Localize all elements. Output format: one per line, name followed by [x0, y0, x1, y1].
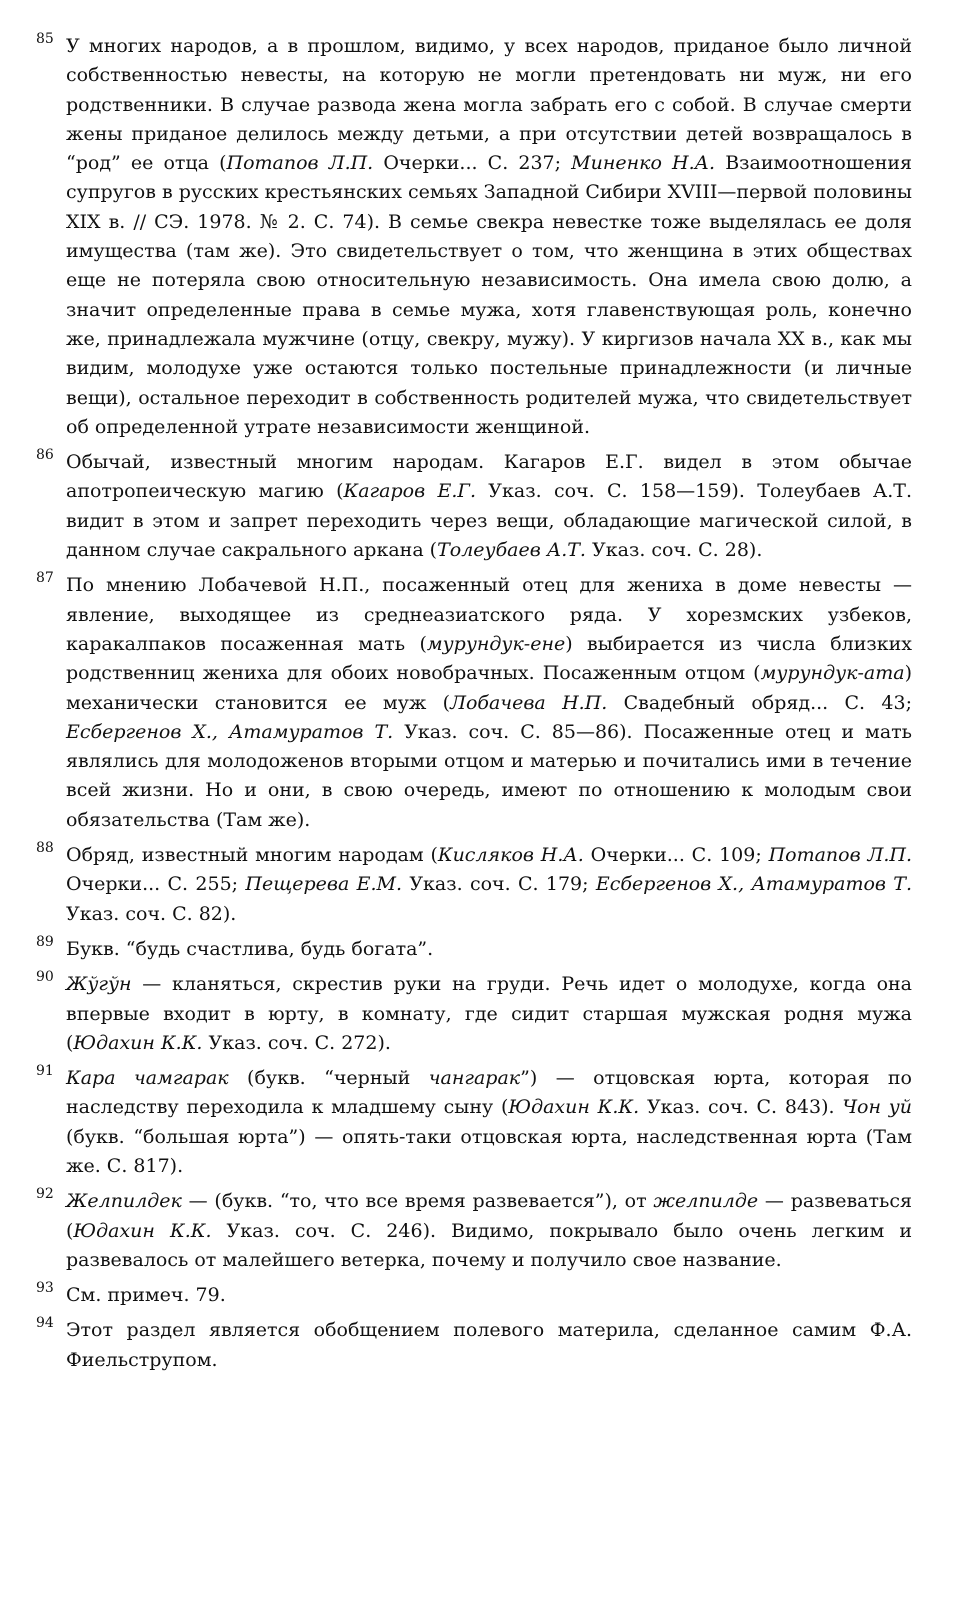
footnote-segment: У многих народов, а в прошлом, видимо, у всех народов, приданое было личной собственностью невесты, на которую не могли претендовать ни муж, ни его родственники. В случае развода жена могла забрать его с собой. В случае смерти жены приданое делилось между детьми, а при отсутствии детей возвращалось в “род” ее отца (: [66, 35, 912, 175]
footnote-segment: Указ. соч. С. 82).: [66, 902, 237, 925]
footnote-italic-segment: Потапов Л.П.: [768, 844, 912, 867]
footnote-segment: Очерки... С. 255;: [66, 873, 246, 896]
footnote-italic-segment: Миненко Н.А.: [571, 152, 716, 175]
footnote-segment: Указ. соч. С. 85—86). Посаженные отец и мать являлись для молодоженов вторыми отцом и матерью и почитались ими в течение всей жизни. Но и они, в свою очередь, имеют по отношению к молодым свои обязательства (Там же).: [66, 720, 912, 831]
footnote-segment: См. примеч. 79.: [66, 1284, 226, 1307]
footnote-segment: Очерки... С. 237;: [373, 152, 572, 175]
footnote-number: 92: [36, 1186, 54, 1203]
footnote: [32, 935, 912, 964]
footnote-text: [66, 1067, 912, 1177]
footnote: [32, 970, 912, 1058]
footnote-italic-segment: Лобачева Н.П.: [450, 691, 608, 714]
footnote-segment: (букв. “черный: [228, 1067, 429, 1090]
footnote-italic-segment: Юдахин К.К.: [73, 1219, 212, 1242]
footnote-italic-segment: желпилде: [653, 1190, 759, 1213]
footnote-italic-segment: чангарак: [428, 1067, 521, 1090]
footnote-segment: Указ. соч. С. 179;: [402, 873, 596, 896]
footnote-text: [66, 973, 912, 1054]
footnote-segment: Обряд, известный многим народам (: [66, 844, 438, 867]
footnote-segment: — развеваться (: [66, 1190, 912, 1242]
footnote-number: 89: [36, 933, 54, 950]
footnote-text: [66, 844, 912, 925]
footnote: [32, 32, 912, 442]
footnote-italic-segment: Есбергенов Х., Атамуратов Т.: [66, 720, 394, 743]
footnote-text: [66, 35, 912, 438]
footnote: [32, 1187, 912, 1275]
footnote: [32, 1281, 912, 1310]
footnote: [32, 1064, 912, 1181]
footnote-number: 85: [36, 31, 54, 47]
footnote-segment: Букв. “будь счастлива, будь богата”.: [66, 937, 434, 960]
footnote-segment: Обычай, известный многим народам. Кагаров Е.Г. видел в этом обычае апотропеическую магию (: [66, 451, 912, 503]
footnote-italic-segment: Кисляков Н.А.: [437, 844, 584, 867]
footnote-italic-segment: Пещерева Е.М.: [245, 873, 402, 896]
footnote-text: [66, 451, 912, 561]
footnote-number: 91: [36, 1063, 54, 1080]
footnote-text: [66, 1190, 912, 1271]
footnote-segment: Указ. соч. С. 28).: [585, 539, 763, 562]
footnote-italic-segment: Кагаров Е.Г.: [343, 480, 476, 503]
footnote-italic-segment: мурундук-ата: [760, 662, 905, 685]
footnote-segment: Указ. соч. С. 246). Видимо, покрывало было очень легким и развевалось от малейшего ветерка, почему и получило свое название.: [66, 1219, 912, 1271]
footnote-number: 90: [36, 969, 54, 986]
footnote-segment: ) механически становится ее муж (: [66, 662, 912, 714]
footnote-italic-segment: мурундук-ене: [426, 632, 566, 655]
footnote-italic-segment: Юдахин К.К.: [508, 1096, 640, 1119]
footnote-segment: — (букв. “то, что все время развевается”), от: [181, 1190, 654, 1213]
footnote: [32, 841, 912, 929]
footnote: [32, 448, 912, 565]
footnote-segment: ”) — отцовская юрта, которая по наследству переходила к младшему сыну (: [66, 1067, 912, 1119]
footnote-text: [66, 1284, 226, 1306]
footnote-italic-segment: Чон уй: [842, 1096, 912, 1119]
footnote-segment: Указ. соч. С. 272).: [202, 1031, 391, 1054]
footnote-number: 86: [36, 447, 54, 464]
footnote-italic-segment: Толеубаев А.Т.: [437, 539, 586, 562]
footnote-segment: Указ. соч. С. 158—159). Толеубаев А.Т. видит в этом и запрет переходить через вещи, обладающие магической силой, в данном случае сакрального аркана (: [66, 480, 912, 562]
footnote: [32, 1316, 912, 1375]
footnote-number: 88: [36, 840, 54, 857]
footnote-italic-segment: Потапов Л.П.: [226, 152, 374, 175]
footnote-segment: Очерки... С. 109;: [583, 844, 769, 867]
footnote-segment: Этот раздел является обобщением полевого материла, сделанное самим Ф.А. Фиельструпом.: [66, 1319, 912, 1371]
footnote-number: 87: [36, 570, 54, 587]
footnote-text: [66, 574, 912, 830]
footnote-text: [66, 1319, 912, 1370]
footnote-number: 94: [36, 1315, 54, 1332]
footnote-number: 93: [36, 1280, 54, 1297]
footnote-segment: — кланяться, скрестив руки на груди. Речь идет о молодухе, когда она впервые входит в юрту, в комнату, где сидит старшая мужская родня мужа (: [66, 973, 912, 1054]
footnote-segment: ) выбирается из числа близких родственниц жениха для обоих новобрачных. Посаженным отцом (: [66, 632, 912, 685]
footnote-segment: Взаимоотношения супругов в русских крестьянских семьях Западной Сибири XVIII—первой половины XIX в. // СЭ. 1978. № 2. С. 74). В семье свекра невестке тоже выделялась ее доля имущества (там же). Это свидетельствует о том, что женщина в этих обществах еще не потеряла свою относительную независимость. Она имела свою долю, а значит определенные права в семье мужа, хотя главенствующая роль, конечно же, принадлежала мужчине (отцу, свекру, мужу). У киргизов начала XX в., как мы видим, молодухе уже остаются только постельные принадлежности (и личные вещи), остальное переходит в собственность родителей мужа, что свидетельствует об определенной утрате независимости женщиной.: [66, 152, 913, 438]
footnote-segment: Свадебный обряд... С. 43;: [607, 691, 912, 714]
footnote-italic-segment: Желпилдек: [66, 1190, 182, 1213]
footnote-italic-segment: Кара чамгарак: [66, 1067, 229, 1090]
footnote-italic-segment: Юдахин К.К.: [73, 1031, 203, 1054]
footnote-italic-segment: Жўгўн: [66, 973, 132, 996]
footnote-segment: (букв. “большая юрта”) — опять-таки отцовская юрта, наследственная юрта (Там же. С. 817).: [66, 1125, 912, 1177]
footnote-segment: Указ. соч. С. 843).: [639, 1096, 843, 1119]
footnote-segment: По мнению Лобачевой Н.П., посаженный отец для жениха в доме невесты — явление, выходящее из среднеазиатского ряда. У хорезмских узбеков, каракалпаков посаженная мать (: [66, 574, 912, 655]
footnote: [32, 571, 912, 835]
footnote-italic-segment: Есбергенов Х., Атамуратов Т.: [595, 873, 912, 896]
footnote-text: [66, 938, 433, 960]
footnote-list: [32, 32, 912, 1375]
footnotes-page: [32, 32, 912, 1381]
